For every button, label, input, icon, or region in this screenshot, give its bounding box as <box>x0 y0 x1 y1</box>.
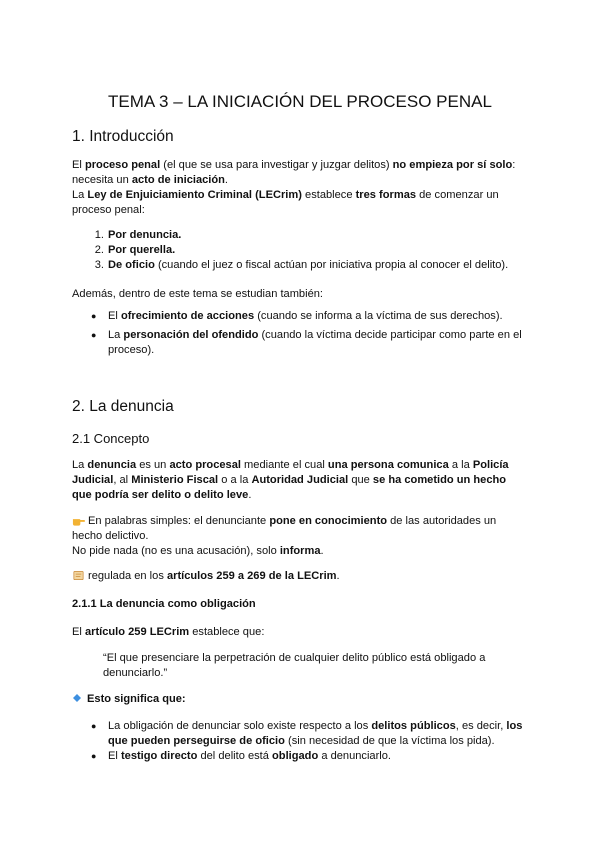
simple-words-paragraph <box>72 514 534 559</box>
text-bold: que podría ser delito o delito leve <box>72 489 249 501</box>
text-bold: Por querella. <box>108 244 176 256</box>
intro-paragraph <box>72 158 534 218</box>
text: hecho delictivo. <box>72 530 149 542</box>
text: es un <box>136 459 170 471</box>
bullet-dot: ● <box>91 330 97 340</box>
text-bold: Autoridad Judicial <box>251 474 349 486</box>
bullet-dot: ● <box>91 721 97 731</box>
text: , al <box>113 474 132 486</box>
text-bold: informa <box>279 545 321 557</box>
text-bold: proceso penal <box>84 159 161 171</box>
text-bold: Policía <box>472 459 509 471</box>
subsection-heading-obligacion: 2.1.1 La denuncia como obligación <box>72 598 256 610</box>
text-bold: De oficio <box>108 259 155 271</box>
text: mediante el cual <box>240 459 328 471</box>
text-bold: los <box>506 720 523 732</box>
text-bold: se ha cometido un hecho <box>372 474 507 486</box>
list-item-text <box>108 229 181 241</box>
text: proceso penal: <box>72 204 145 216</box>
article-paragraph <box>72 625 534 640</box>
text: No pide nada (no es una acusación), solo <box>72 545 280 557</box>
section-heading-denuncia: 2. La denuncia <box>72 398 174 415</box>
text: establece que: <box>189 626 265 638</box>
pointing-hand-icon <box>72 515 85 526</box>
subsection-heading-concepto: 2.1 Concepto <box>72 431 150 446</box>
list-number: 3. <box>94 259 104 271</box>
text: (cuando la víctima decide participar como parte en el <box>258 329 522 341</box>
bullet-dot: ● <box>91 751 97 761</box>
text: . <box>336 570 340 582</box>
text-bold: Ministerio Fiscal <box>131 474 219 486</box>
text: denunciarlo.” <box>103 667 168 679</box>
section-heading-introduccion: 1. Introducción <box>72 128 174 145</box>
text-bold: artículo 259 LECrim <box>84 626 190 638</box>
text: En palabras simples: el denunciante <box>88 515 270 527</box>
page-title: TEMA 3 – LA INICIACIÓN DEL PROCESO PENAL <box>108 92 492 111</box>
text: proceso). <box>108 344 155 356</box>
regulation-paragraph <box>72 569 534 584</box>
text: (cuando el juez o fiscal actúan por iniciativa propia al conocer el delito). <box>154 259 509 271</box>
text: regulada en los <box>88 570 167 582</box>
text-bold: ofrecimiento de acciones <box>120 310 255 322</box>
text: de comenzar un <box>416 189 499 201</box>
text: de las autoridades un <box>387 515 497 527</box>
list-item <box>108 328 534 358</box>
text: . <box>320 545 324 557</box>
text: , es decir, <box>455 720 507 732</box>
text-bold: artículos 259 a 269 de la LECrim <box>166 570 337 582</box>
text: El <box>108 750 121 762</box>
text-bold: testigo directo <box>120 750 198 762</box>
text-bold: pone en conocimiento <box>269 515 388 527</box>
text-bold: denuncia <box>87 459 137 471</box>
text-bold: que pueden perseguirse de oficio <box>108 735 285 747</box>
text: necesita un <box>72 174 132 186</box>
text: del delito está <box>197 750 273 762</box>
scroll-icon <box>72 570 85 581</box>
text: El <box>108 310 121 322</box>
text: . <box>248 489 252 501</box>
text-bold: Judicial <box>72 474 114 486</box>
text: La obligación de denunciar solo existe respecto a los <box>108 720 372 732</box>
text: “El que presenciare la perpetración de cualquier delito público está obligado a <box>103 652 486 664</box>
list-number: 1. <box>94 229 104 241</box>
text: (cuando se informa a la víctima de sus derechos). <box>254 310 503 322</box>
text-bold: delitos públicos <box>371 720 456 732</box>
text: La <box>72 459 88 471</box>
list-item <box>108 719 534 749</box>
list-item-text <box>108 244 175 256</box>
text: El <box>72 159 85 171</box>
text: La <box>72 189 88 201</box>
list-item-text <box>108 259 508 271</box>
text-bold: tres formas <box>355 189 417 201</box>
bullet-dot: ● <box>91 311 97 321</box>
text: establece <box>301 189 356 201</box>
small-blue-diamond-icon <box>73 694 81 702</box>
text: a denunciarlo. <box>318 750 392 762</box>
text: . <box>224 174 229 186</box>
text: : <box>512 159 516 171</box>
text: que <box>348 474 373 486</box>
text-bold: Ley de Enjuiciamiento Criminal (LECrim) <box>87 189 302 201</box>
text-bold: Esto significa que: <box>87 693 186 705</box>
text-bold: una persona comunica <box>327 459 449 471</box>
text-bold: obligado <box>272 750 319 762</box>
text-bold: acto procesal <box>169 459 241 471</box>
also-paragraph: Además, dentro de este tema se estudian también: <box>72 288 323 300</box>
concept-paragraph <box>72 458 534 503</box>
list-item <box>108 309 534 324</box>
text: a la <box>448 459 473 471</box>
text: (el que se usa para investigar y juzgar delitos) <box>160 159 393 171</box>
text-bold: no empieza por sí solo <box>392 159 513 171</box>
text: o a la <box>218 474 252 486</box>
text: El <box>72 626 85 638</box>
text-bold: personación del ofendido <box>123 329 259 341</box>
text: (sin necesidad de que la víctima los pida). <box>284 735 495 747</box>
text-bold: acto de iniciación <box>131 174 225 186</box>
meaning-line <box>72 692 534 707</box>
legal-quote <box>103 651 523 681</box>
text: La <box>108 329 124 341</box>
text-bold: Por denuncia. <box>108 229 182 241</box>
list-number: 2. <box>94 244 104 256</box>
list-item <box>108 749 534 764</box>
